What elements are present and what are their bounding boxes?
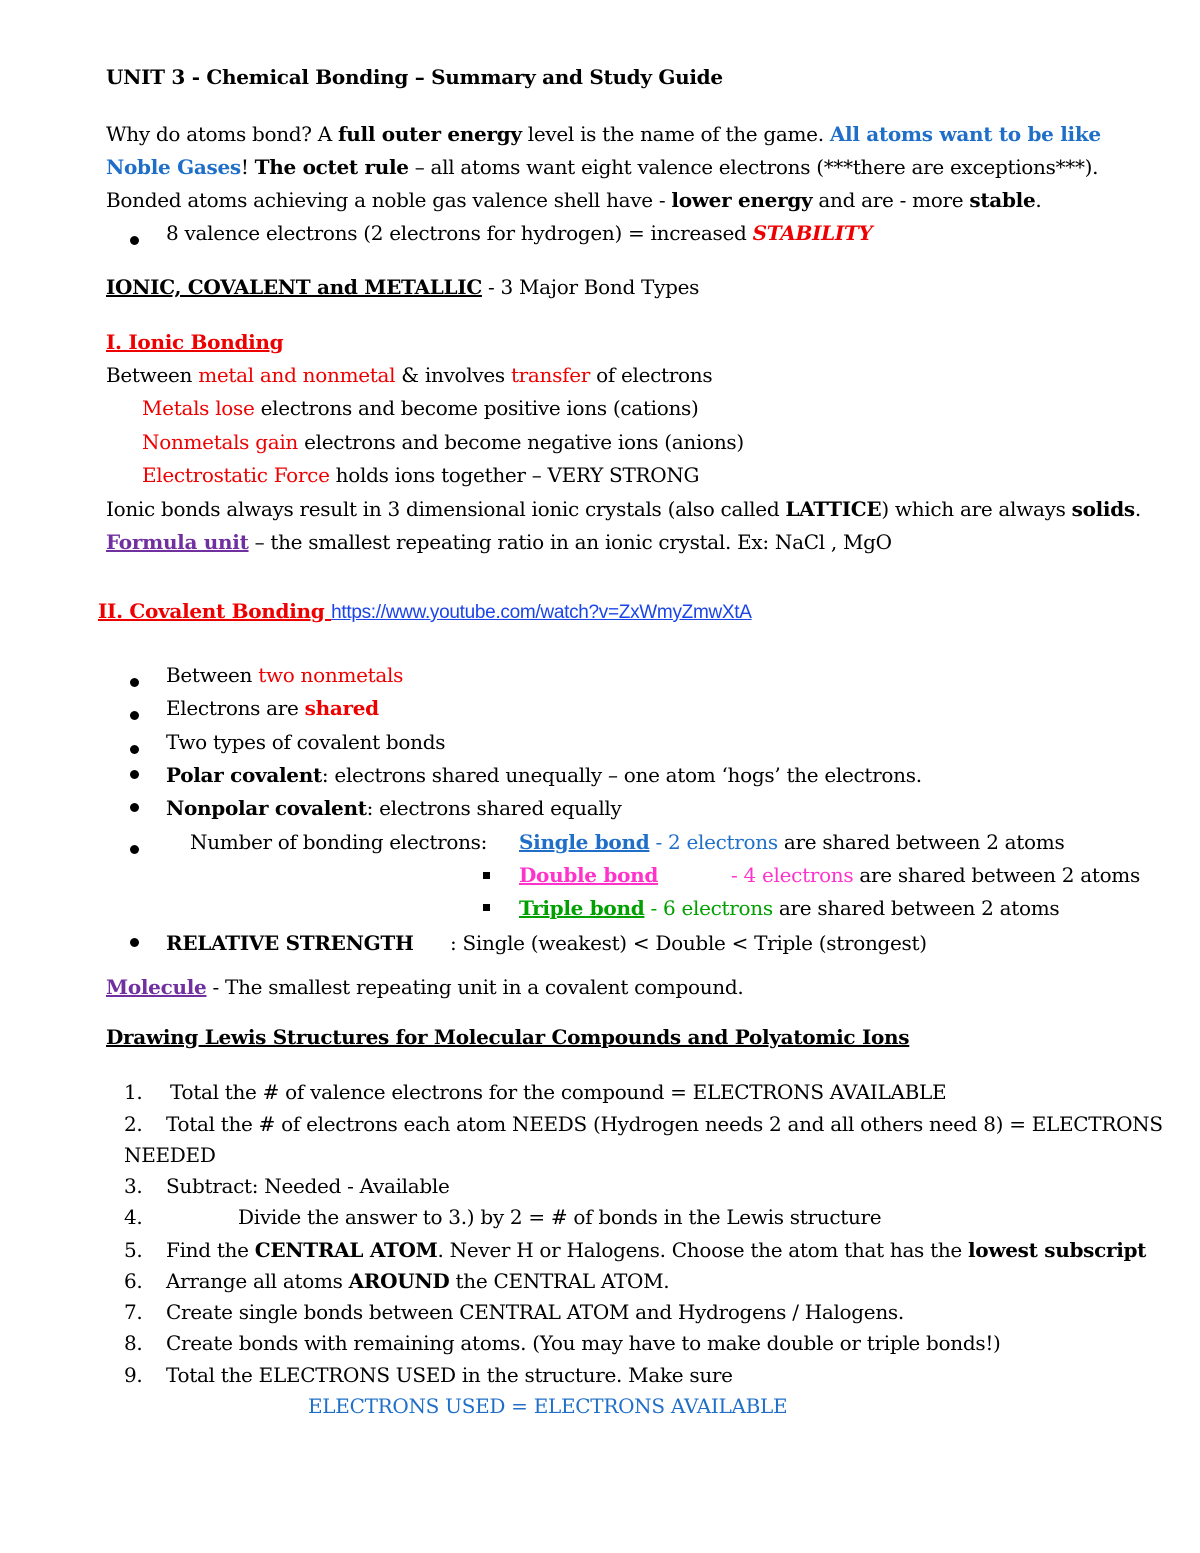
ionic-line-3: Nonmetals gain electrons and become negative ions (anions): [142, 430, 744, 454]
step-number: 9.: [124, 1363, 143, 1387]
step-number: 2.: [124, 1112, 143, 1136]
bullet-icon: [130, 745, 139, 754]
molecule-definition: Molecule - The smallest repeating unit in a covalent compound.: [106, 975, 744, 999]
ionic-line-2: Metals lose electrons and become positive ions (cations): [142, 396, 699, 420]
step-text: Create single bonds between CENTRAL ATOM and Hydrogens / Halogens.: [166, 1300, 904, 1324]
ionic-line-4: Electrostatic Force holds ions together – VERY STRONG: [142, 463, 700, 487]
step-number: 5.: [124, 1238, 143, 1262]
step-number: 6.: [124, 1269, 143, 1293]
step-text: Arrange all atoms AROUND the CENTRAL ATOM.: [166, 1269, 670, 1293]
step-text: Total the # of electrons each atom NEEDS (Hydrogen needs 2 and all others need 8) = ELECTRONS: [166, 1112, 1163, 1136]
stability-bullet: 8 valence electrons (2 electrons for hydrogen) = increased STABILITY: [166, 221, 873, 245]
lewis-heading: Drawing Lewis Structures for Molecular Compounds and Polyatomic Ions: [106, 1025, 910, 1049]
ionic-line-6: Formula unit – the smallest repeating ratio in an ionic crystal. Ex: NaCl , MgO: [106, 530, 892, 554]
step-text: Subtract: Needed - Available: [166, 1174, 450, 1198]
step-number: 8.: [124, 1331, 143, 1355]
intro-line-2: Noble Gases! The octet rule – all atoms want eight valence electrons (***there are exceptions***).: [106, 155, 1099, 179]
double-bond-label: Double bond: [519, 863, 659, 887]
step-number: 1.: [124, 1080, 143, 1104]
page-title: UNIT 3 - Chemical Bonding – Summary and Study Guide: [106, 65, 723, 89]
intro-line-3: Bonded atoms achieving a noble gas valence shell have - lower energy and are - more stable.: [106, 188, 1042, 212]
covalent-heading: II. Covalent Bonding: [98, 599, 332, 623]
bullet-icon: [130, 845, 139, 854]
covalent-bullet-4: Polar covalent: electrons shared unequally – one atom ‘hogs’ the electrons.: [166, 763, 922, 787]
step-text: Find the CENTRAL ATOM. Never H or Halogens. Choose the atom that has the lowest subscript: [166, 1238, 1147, 1262]
double-bond-line: - 4 electrons are shared between 2 atoms: [731, 863, 1140, 887]
covalent-bullet-3: Two types of covalent bonds: [166, 730, 446, 754]
covalent-bullet-2: Electrons are shared: [166, 696, 379, 720]
step-number: 4.: [124, 1205, 143, 1229]
step-text: Divide the answer to 3.) by 2 = # of bonds in the Lewis structure: [238, 1205, 882, 1229]
step-text: Total the # of valence electrons for the compound = ELECTRONS AVAILABLE: [170, 1080, 947, 1104]
youtube-link[interactable]: https://www.youtube.com/watch?v=ZxWmyZmwXtA: [331, 602, 752, 623]
ionic-heading: I. Ionic Bonding: [106, 330, 284, 354]
bullet-icon: [130, 770, 139, 779]
bullet-icon: [130, 803, 139, 812]
bonding-electrons-label: Number of bonding electrons:: [190, 830, 488, 854]
bullet-icon: [130, 236, 139, 245]
bullet-icon: [130, 938, 139, 947]
single-bond-line: Single bond - 2 electrons are shared between 2 atoms: [519, 830, 1065, 854]
electrons-used-equals-available: ELECTRONS USED = ELECTRONS AVAILABLE: [308, 1394, 788, 1418]
ionic-line-1: Between metal and nonmetal & involves transfer of electrons: [106, 363, 713, 387]
covalent-bullet-5: Nonpolar covalent: electrons shared equally: [166, 796, 622, 820]
intro-line-1: Why do atoms bond? A full outer energy level is the name of the game. All atoms want to be like: [106, 122, 1101, 146]
step-number: 7.: [124, 1300, 143, 1324]
relative-strength-label: RELATIVE STRENGTH: [166, 931, 414, 955]
step-text-continued: NEEDED: [124, 1143, 216, 1167]
step-text: Total the ELECTRONS USED in the structure. Make sure: [166, 1363, 733, 1387]
square-bullet-icon: [483, 904, 490, 911]
triple-bond-line: Triple bond - 6 electrons are shared between 2 atoms: [519, 896, 1060, 920]
bond-types-heading: IONIC, COVALENT and METALLIC - 3 Major Bond Types: [106, 275, 700, 299]
covalent-heading-line: [98, 598, 752, 626]
bullet-icon: [130, 678, 139, 687]
covalent-bullet-1: Between two nonmetals: [166, 663, 404, 687]
relative-strength-value: : Single (weakest) < Double < Triple (strongest): [450, 931, 927, 955]
square-bullet-icon: [483, 872, 490, 879]
ionic-line-5: Ionic bonds always result in 3 dimensional ionic crystals (also called LATTICE) which are always solids.: [106, 497, 1141, 521]
step-text: Create bonds with remaining atoms. (You may have to make double or triple bonds!): [166, 1331, 1001, 1355]
bullet-icon: [130, 711, 139, 720]
step-number: 3.: [124, 1174, 143, 1198]
